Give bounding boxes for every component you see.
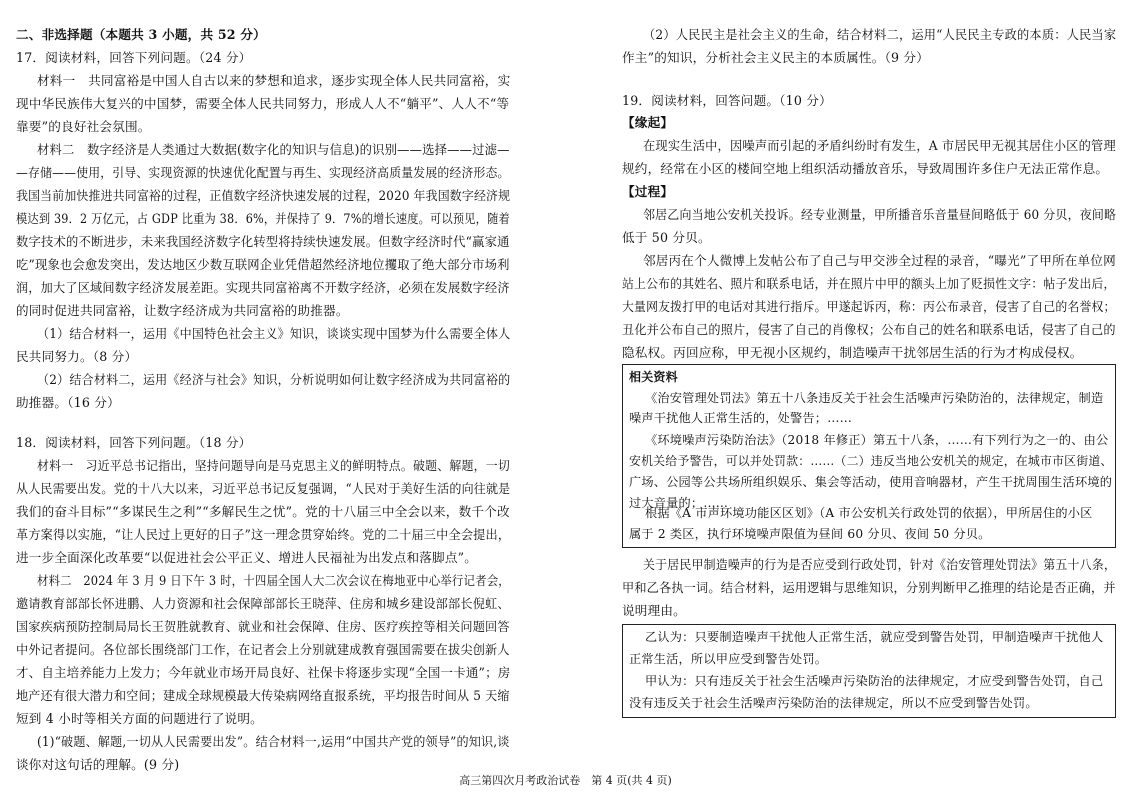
q18-m2-line: 中外记者提问。各位部长围绕部门工作，在记者会上分别就建成教育强国需要在拔尖创新人 [16, 642, 510, 657]
box-line: 《环境噪声污染防治法》（2018 年修正）第五十八条，……有下列行为之一的、由公 [645, 433, 1109, 447]
q17-m2-line: 的同时促进共同富裕，让数字经济成为共同富裕的助推器。 [16, 303, 349, 318]
q19-process2-line: 丑化并公布自己的照片，侵害了自己的肖像权；公布自己的姓名和联系电话，侵害了自己的 [622, 322, 1116, 337]
box-line: 正常生活，所以甲应受到警告处罚。 [629, 652, 828, 666]
q19-origin-label: 【缘起】 [622, 115, 674, 130]
q19-question-line: 说明理由。 [622, 603, 686, 618]
q17-m2-line: 数字技术的不断进步，未来我国经济数字化转型将持续快速发展。但数字经济时代“赢家通 [16, 234, 510, 249]
q17-m2-line: 材料二 数字经济是人类通过大数据(数字化的知识与信息)的识别——选择——过滤— [37, 142, 510, 157]
q17-sub2-line: 助推器。（16 分） [16, 395, 120, 410]
q18-m2-line: 地产还有很大潜力和空间；建成全球规模最大传染病网络直报系统，平均报告时间从 5 天缩 [16, 688, 510, 703]
q19-process2-line: 邻居丙在个人微博上发帖公布了自己与甲交涉全过程的录音，“曝光”了甲所在单位网 [643, 253, 1116, 268]
q18-m1-line: 进一步全面深化改革要“以促进社会公平正义、增进人民福祉为出发点和落脚点”。 [16, 550, 478, 565]
box-line: 《治安管理处罚法》第五十八条违反关于社会生活噪声污染防治的，法律规定，制造 [645, 391, 1104, 405]
q18-m2-line: 短到 4 小时等相关方面的问题进行了说明。 [16, 711, 263, 726]
q17-sub1-line: （1）结合材料一，运用《中国特色社会主义》知识，谈谈实现中国梦为什么需要全体人 [37, 326, 511, 341]
q19-header: 19．阅读材料，回答问题。（10 分） [622, 93, 832, 108]
q18-m1-line: 革方案得以实施，“让人民过上更好的日子”这一理念贯穿始终。党的二十届三中全会提出， [16, 527, 511, 542]
q17-m1-line: 现中华民族伟大复兴的中国梦，需要全体人民共同努力，形成人人不“躺平”、人人不“等 [16, 96, 510, 111]
q18-m2-line: 国家疾病预防控制局局长王贺胜就教育、就业和社会保障、住房、医疗疾控等相关问题回答 [16, 619, 510, 634]
q18-m1-line: 我们的奋斗目标”“多谋民生之利”“多解民生之忧”。党的十八届三中全会以来，数千个改 [16, 504, 510, 519]
q18-m2-line: 邀请教育部部长怀进鹏、人力资源和社会保障部部长王晓萍、住房和城乡建设部部长倪虹、 [16, 596, 510, 611]
q17-m2-line: 模达到 39．2 万亿元，占 GDP 比重为 38．6%，并保持了 9．7%的增长速度。可以预见，随着 [16, 211, 510, 226]
q18-sub2-line: 作主”的知识，分析社会主义民主的本质属性。（9 分） [622, 50, 930, 65]
box-title: 相关资料 [629, 370, 678, 384]
q18-m1-line: 材料一 习近平总书记指出，坚持问题导向是马克思主义的鲜明特点。破题、解题，一切 [37, 458, 510, 473]
q18-m2-line: 才、自主培养能力上发力；今年就业市场开局良好、社保卡将逐步实现“全国一卡通”；房 [16, 665, 511, 680]
q19-process2-line: 隐私权。丙回应称，甲无视小区规约，制造噪声干扰邻居生活的行为才构成侵权。 [622, 345, 1083, 360]
q19-question-line: 关于居民甲制造噪声的行为是否应受到行政处罚，针对《治安管理处罚法》第五十八条， [643, 557, 1116, 572]
q17-m2-line: —存储——使用，引导、实现资源的快速优化配置与再生、实现经济高质量发展的经济形态。 [16, 165, 510, 180]
box-line: 广场、公园等公共场所组织娱乐、集会等活动，使用音响器材，产生干扰周围生活环境的 [629, 475, 1113, 489]
q19-process-label: 【过程】 [622, 184, 674, 199]
box-line: 安机关给予警告，可以并处罚款：……（二）违反当地公安机关的规定，在城市市区街道、 [629, 454, 1113, 468]
box-line: 没有违反关于社会生活噪声污染防治的法律规定，所以不应受到警告处罚。 [629, 696, 1038, 710]
q18-m1-line: 从人民需要出发。党的十八大以来，习近平总书记反复强调，“人民对于美好生活的向往就是 [16, 481, 511, 496]
q19-process2-line: 站上公布的其姓名、照片和联系电话，并在照片中甲的额头上加了贬损性文字：帖子发出后， [622, 276, 1116, 291]
section-title: 二、非选择题（本题共 3 小题，共 52 分） [16, 27, 266, 42]
q18-header: 18．阅读材料，回答下列问题。（18 分） [16, 435, 252, 450]
box-line: 根据《A 市声环境功能区区划》（A 市公安机关行政处罚的依据），甲所居住的小区 [645, 506, 1093, 520]
q17-m2-line: 我国当前加快推进共同富裕的过程，正值数字经济快速发展的过程，2020 年我国数字经济规 [16, 188, 511, 203]
q18-sub1-line: (1)“破题、解题,一切从人民需要出发”。结合材料一,运用“中国共产党的领导”的知识,谈 [37, 734, 510, 749]
q19-origin-line: 规约，经常在小区的楼间空地上组织活动播放音乐，导致周围许多住户无法正常作息。 [622, 161, 1109, 176]
q19-question-line: 甲和乙各执一词。结合材料，运用逻辑与思维知识，分别判断甲乙推理的结论是否正确，并 [622, 580, 1116, 595]
box-line: 噪声干扰他人正常生活的，处警告；…… [629, 411, 852, 425]
q18-sub2-line: （2）人民民主是社会主义的生命，结合材料二，运用“人民民主专政的本质：人民当家 [643, 27, 1117, 42]
q18-sub1-line: 谈你对这句话的理解。(9 分) [16, 757, 180, 772]
page-footer: 高三第四次月考政治试卷 第 4 页(共 4 页) [459, 774, 672, 787]
q17-sub1-line: 民共同努力。（8 分） [16, 349, 138, 364]
box-line: 乙认为：只要制造噪声干扰他人正常生活，就应受到警告处罚，甲制造噪声干扰他人 [645, 630, 1104, 644]
box-line: 甲认为：只有违反关于社会生活噪声污染防治的法律规定，才应受到警告处罚，自己 [645, 674, 1104, 688]
q17-header: 17．阅读材料，回答下列问题。（24 分） [16, 50, 252, 65]
q17-m2-line: 吃”现象也会愈发突出，发达地区少数互联网企业凭借超然经济地位攫取了绝大部分市场利 [16, 257, 510, 272]
box-line: 属于 2 类区，执行环境噪声限值为昼间 60 分贝、夜间 50 分贝。 [629, 527, 991, 541]
q19-process2-line: 大量网友拨打甲的电话对其进行指斥。甲遂起诉丙，称：丙公布录音，侵害了自己的名誉权； [622, 299, 1116, 314]
q17-m2-line: 润，加大了区域间数字经济发展差距。实现共同富裕离不开数字经济，必须在发展数字经济 [16, 280, 510, 295]
related-materials-box [622, 364, 1116, 548]
box-line: 过大音量的；…… [629, 496, 729, 510]
q17-m1-line: 靠要”的良好社会氛围。 [16, 119, 151, 134]
reasoning-box [622, 624, 1116, 718]
q19-origin-line: 在现实生活中，因噪声而引起的矛盾纠纷时有发生，A 市居民甲无视其居住小区的管理 [643, 138, 1116, 153]
q17-m1-line: 材料一 共同富裕是中国人自古以来的梦想和追求，逐步实现全体人民共同富裕，实 [37, 73, 511, 88]
q19-process1-line: 低于 50 分贝。 [622, 230, 711, 245]
q18-m2-line: 材料二 2024 年 3 月 9 日下午 3 时，十四届全国人大二次会议在梅地亚中心举行记者会， [37, 573, 510, 588]
q19-process1-line: 邻居乙向当地公安机关投诉。经专业测量，甲所播音乐音量昼间略低于 60 分贝，夜间略 [643, 207, 1117, 222]
q17-sub2-line: （2）结合材料二，运用《经济与社会》知识，分析说明如何让数字经济成为共同富裕的 [37, 372, 511, 387]
